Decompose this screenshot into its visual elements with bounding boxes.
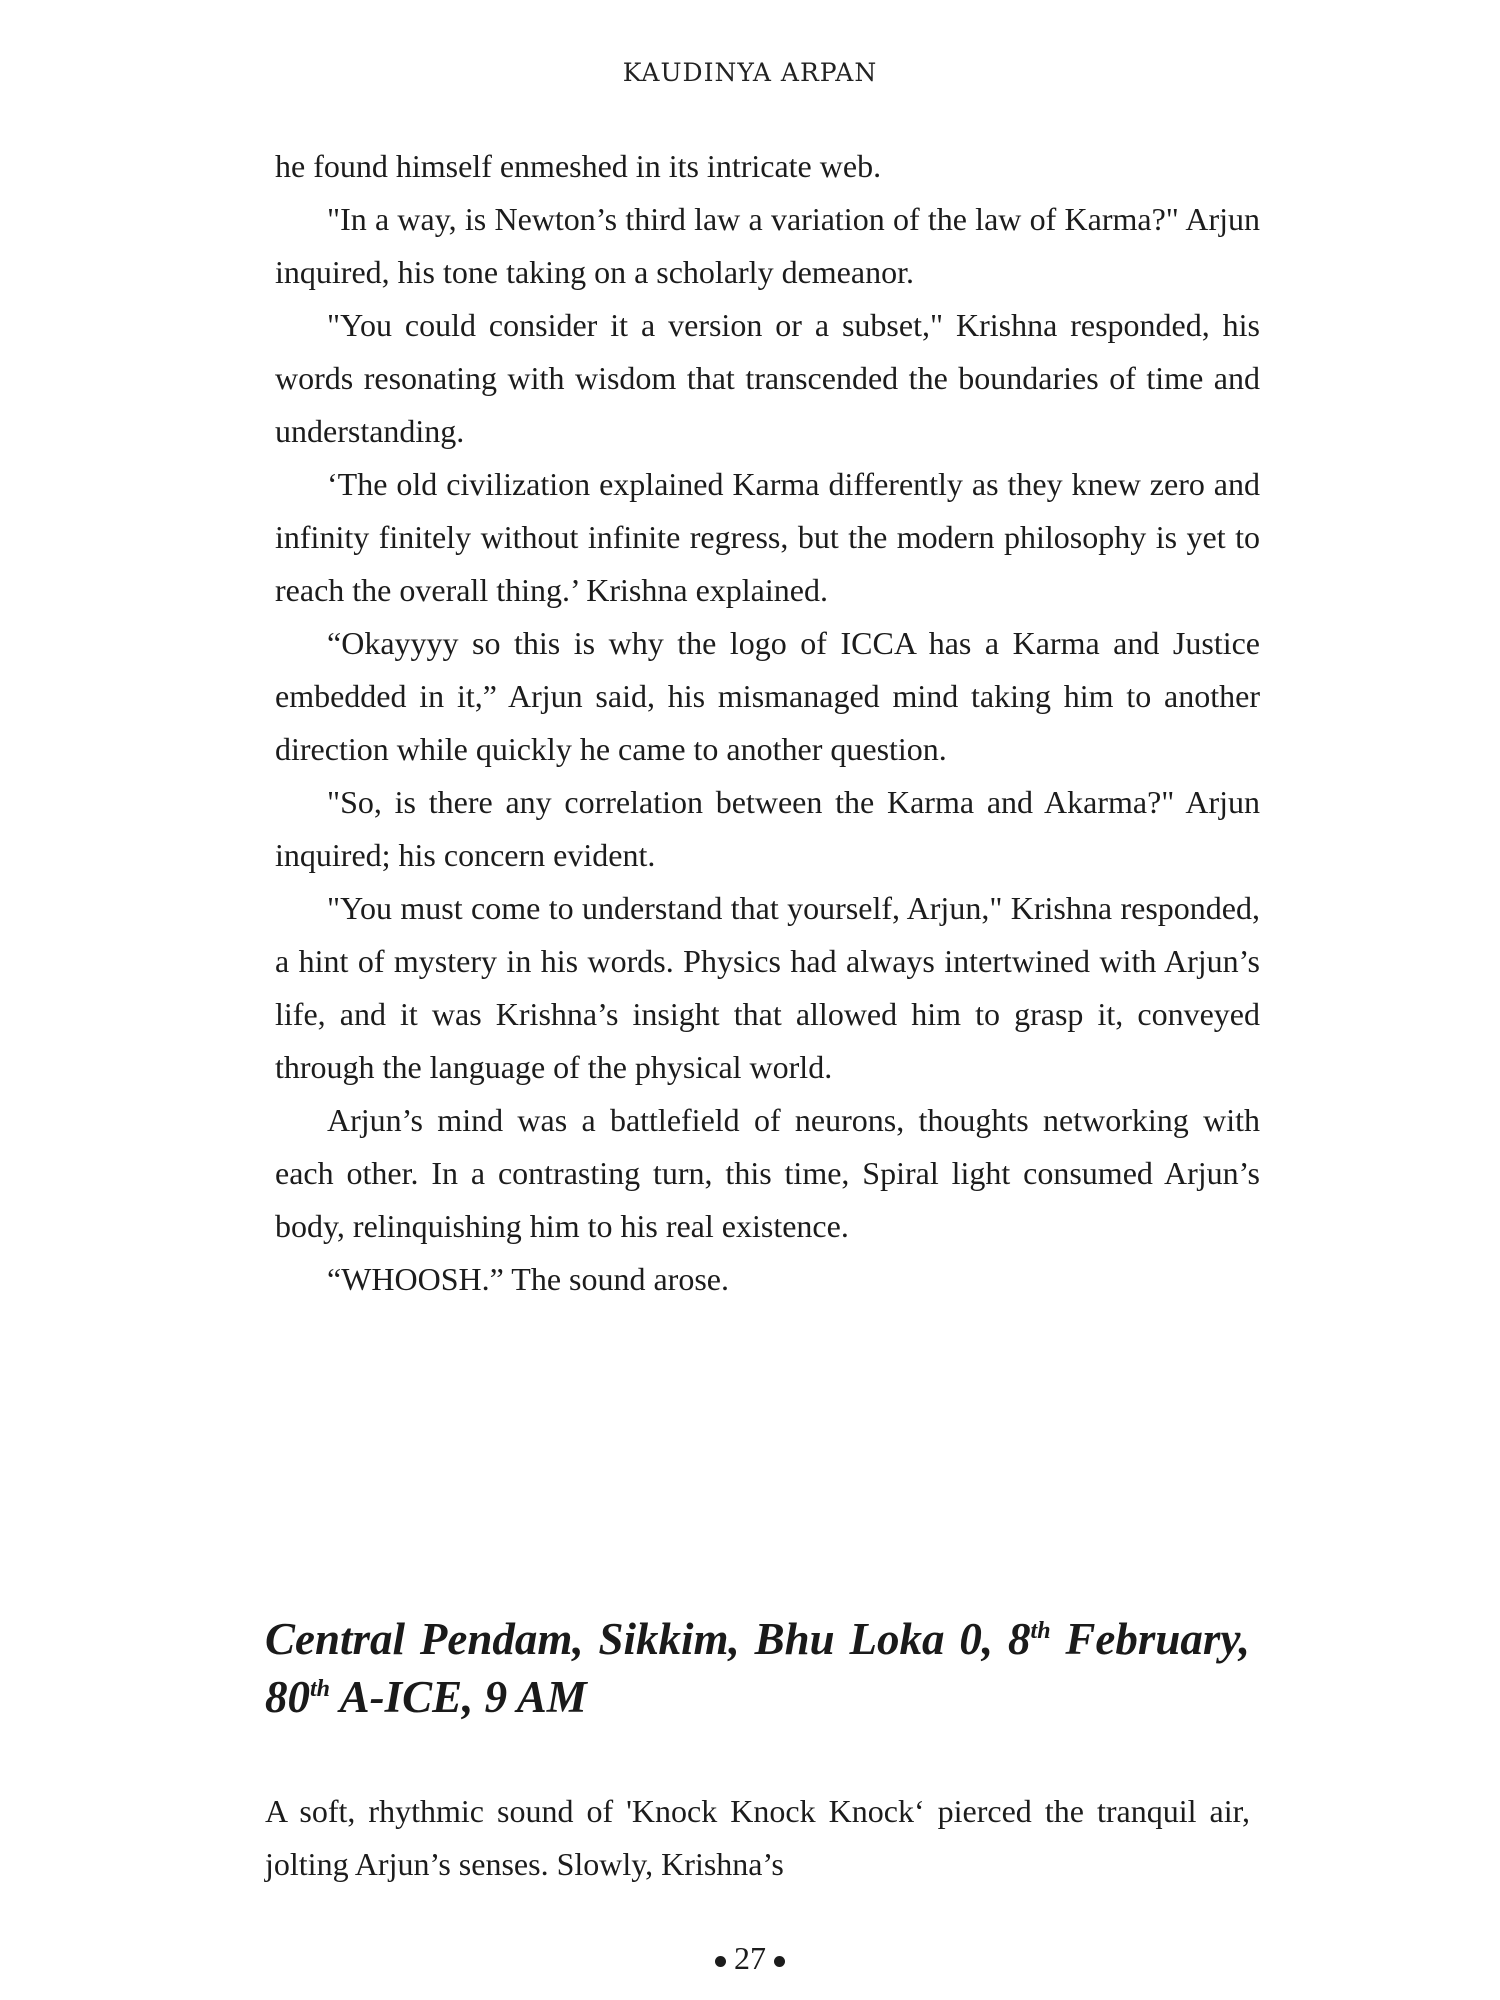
paragraph: Arjun’s mind was a battlefield of neurons, thoughts networking with each other. In a contrasting turn, this time, Spiral light consumed Arjun’s body, relinquishing him to his real existence. — [275, 1102, 1260, 1244]
page-number-footer — [0, 1940, 1500, 1977]
heading-part-1: Central Pendam, Sikkim, Bhu Loka 0, 8 — [265, 1614, 1031, 1664]
page-number: 27 — [734, 1940, 766, 1976]
heading-ordinal-2: th — [310, 1676, 331, 1702]
paragraph: “Okayyyy so this is why the logo of ICCA has a Karma and Justice embedded in it,” Arjun said, his mismanaged mind taking him to another direction while quickly he came to another question. — [275, 625, 1260, 767]
running-head: KAUDINYA ARPAN — [622, 58, 878, 87]
heading-ordinal-1: th — [1030, 1618, 1051, 1644]
paragraph: "You must come to understand that yourself, Arjun," Krishna responded, a hint of mystery in his words. Physics had always intertwined with Arjun’s life, and it was Krishna’s insight that allowed him to grasp it, conveyed through the language of the physical world. — [275, 890, 1260, 1085]
paragraph: ‘The old civilization explained Karma differently as they knew zero and infinity finitely without infinite regress, but the modern philosophy is yet to reach the overall thing.’ Krishna explained. — [275, 466, 1260, 608]
section-heading — [265, 1610, 1250, 1726]
heading-part-2: February, 80 — [265, 1614, 1250, 1722]
body-text — [275, 140, 1260, 1306]
paragraph: "You could consider it a version or a subset," Krishna responded, his words resonating with wisdom that transcended the boundaries of time and understanding. — [275, 307, 1260, 449]
section-body-text — [265, 1785, 1250, 1891]
paragraph: “WHOOSH.” The sound arose. — [327, 1261, 729, 1297]
bullet-icon — [774, 1956, 785, 1967]
paragraph: "So, is there any correlation between the Karma and Akarma?" Arjun inquired; his concern evident. — [275, 784, 1260, 873]
heading-part-3: A-ICE, 9 AM — [330, 1672, 587, 1722]
paragraph-continuation: he found himself enmeshed in its intricate web. — [275, 148, 882, 184]
paragraph: A soft, rhythmic sound of 'Knock Knock Knock‘ pierced the tranquil air, jolting Arjun’s senses. Slowly, Krishna’s — [265, 1793, 1250, 1882]
bullet-icon — [715, 1956, 726, 1967]
paragraph: "In a way, is Newton’s third law a variation of the law of Karma?" Arjun inquired, his tone taking on a scholarly demeanor. — [275, 201, 1260, 290]
